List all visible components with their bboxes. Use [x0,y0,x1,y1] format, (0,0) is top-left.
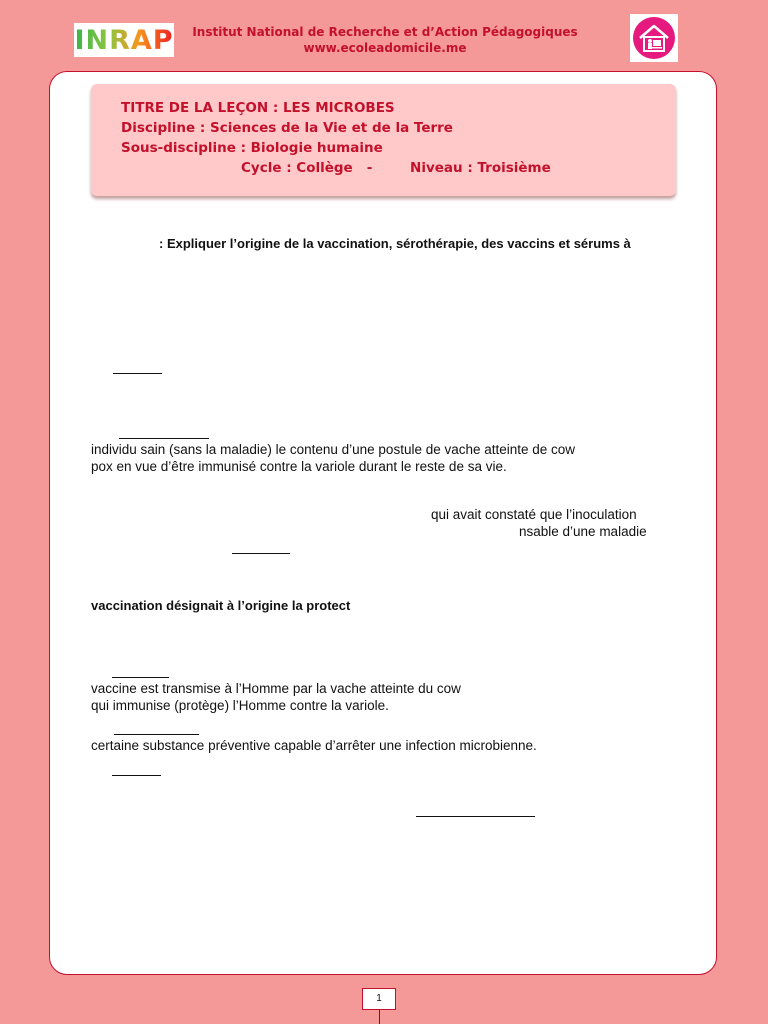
blank-rule-1 [113,373,162,374]
lesson-sub-discipline: Sous-discipline : Biologie humaine [121,140,383,156]
blank-rule-7 [416,816,535,817]
lesson-discipline: Discipline : Sciences de la Vie et de la Terre [121,120,453,136]
paragraph-5: certaine substance préventive capable d’arrêter une infection microbienne. [91,738,537,753]
header-text [180,24,590,56]
blank-rule-5 [114,734,199,735]
paragraph-1-line-2: pox en vue d’être immunisé contre la variole durant le reste de sa vie. [91,459,507,474]
website-link[interactable]: www.ecoleadomicile.me [303,41,467,55]
lesson-level: Niveau : Troisième [410,160,551,176]
institute-name: Institut National de Recherche et d’Action Pédagogiques [192,25,578,39]
blank-rule-2 [119,438,209,439]
objective-text: : Expliquer l’origine de la vaccination, sérothérapie, des vaccins et sérums à [159,236,631,251]
lesson-title: TITRE DE LA LEÇON : LES MICROBES [121,100,395,116]
inrap-logo [74,23,174,57]
lesson-cycle-level [121,158,676,178]
house-learning-icon [630,14,678,62]
lesson-cycle: Cycle : Collège - [241,160,373,176]
inrap-logo-text: INRAP [74,24,174,56]
lesson-title-box [91,84,676,196]
page-number-tick [379,1010,380,1024]
paragraph-2-line-1: qui avait constaté que l’inoculation [431,507,637,522]
paragraph-4-line-2: qui immunise (protège) l’Homme contre la variole. [91,698,389,713]
blank-rule-6 [112,775,161,776]
paragraph-2-line-2: nsable d’une maladie [519,524,647,539]
paragraph-1-line-1: individu sain (sans la maladie) le contenu d’une postule de vache atteinte de cow [91,442,576,457]
blank-rule-3 [232,553,290,554]
paragraph-3: vaccination désignait à l’origine la protect [91,598,351,613]
page-number: 1 [362,988,396,1010]
paragraph-4-line-1: vaccine est transmise à l’Homme par la vache atteinte du cow [91,681,461,696]
blank-rule-4 [112,677,169,678]
